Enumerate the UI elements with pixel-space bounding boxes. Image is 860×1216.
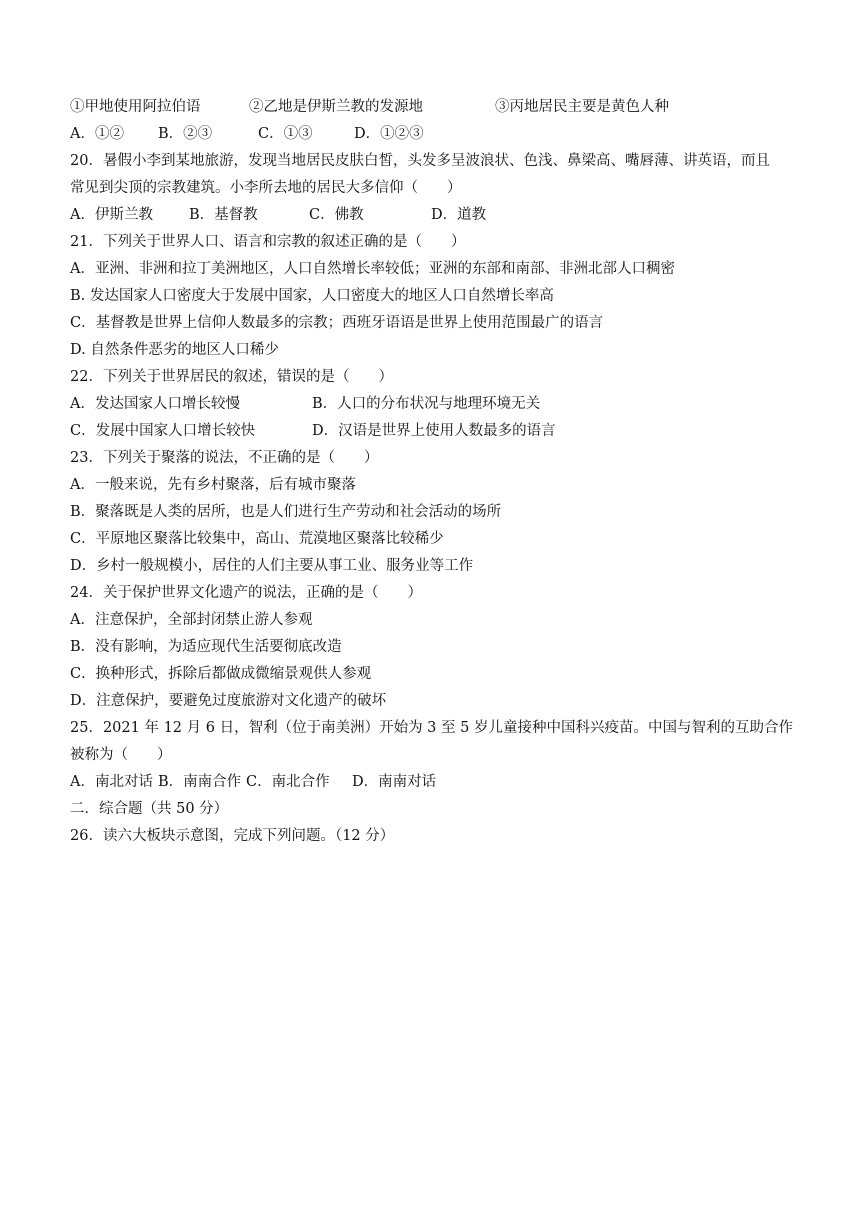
q23-option-b: B．聚落既是人类的居所，也是人们进行生产劳动和社会活动的场所 <box>70 504 502 520</box>
q21-option-d: D. 自然条件恶劣的地区人口稀少 <box>70 342 279 358</box>
q19-option-d: D．①②③ <box>354 126 424 142</box>
q22-option-a: A．发达国家人口增长较慢 <box>70 396 240 412</box>
q25-option-b: B．南南合作 <box>158 774 242 790</box>
q24-option-d: D．注意保护，要避免过度旅游对文化遗产的破坏 <box>70 693 387 709</box>
q24-option-c: C．换种形式，拆除后都做成微缩景观供人参观 <box>70 666 372 682</box>
q21-option-c: C．基督教是世界上信仰人数最多的宗教；西班牙语语是世界上使用范围最广的语言 <box>70 315 604 331</box>
q23-option-d: D．乡村一般规模小，居住的人们主要从事工业、服务业等工作 <box>70 558 474 574</box>
q23-option-c: C．平原地区聚落比较集中，高山、荒漠地区聚落比较稀少 <box>70 531 444 547</box>
q20-option-a: A．伊斯兰教 <box>70 207 153 223</box>
q22-options-row1 <box>70 391 800 418</box>
q26-stem: 26．读六大板块示意图，完成下列问题。（12 分） <box>70 828 395 844</box>
q22-stem: 22．下列关于世界居民的叙述，错误的是（ ） <box>70 369 393 385</box>
q25-stem-line2: 被称为（ ） <box>70 747 172 763</box>
statement-1: ①甲地使用阿拉伯语 <box>70 99 201 115</box>
statement-2: ②乙地是伊斯兰教的发源地 <box>249 99 423 115</box>
q24-option-b: B．没有影响，为适应现代生活要彻底改造 <box>70 639 342 655</box>
q19-statements <box>70 94 800 121</box>
q22-option-c: C．发展中国家人口增长较快 <box>70 423 256 439</box>
exam-content <box>70 94 800 850</box>
q20-option-c: C．佛教 <box>309 207 364 223</box>
q20-option-b: B．基督教 <box>189 207 258 223</box>
q19-option-c: C．①③ <box>258 126 313 142</box>
q19-options <box>70 121 800 148</box>
q23-option-a: A．一般来说，先有乡村聚落，后有城市聚落 <box>70 477 356 493</box>
q25-options <box>70 769 800 796</box>
section-2-heading: 二．综合题（共 50 分） <box>70 801 229 817</box>
q21-stem: 21．下列关于世界人口、语言和宗教的叙述正确的是（ ） <box>70 234 466 250</box>
q25-option-c: C．南北合作 <box>246 774 330 790</box>
q22-option-d: D．汉语是世界上使用人数最多的语言 <box>312 423 556 439</box>
q25-option-d: D．南南对话 <box>352 774 437 790</box>
q25-option-a: A．南北对话 <box>70 774 153 790</box>
statement-3: ③丙地居民主要是黄色人种 <box>495 99 669 115</box>
q23-stem: 23．下列关于聚落的说法，不正确的是（ ） <box>70 450 379 466</box>
q22-option-b: B．人口的分布状况与地理环境无关 <box>312 396 541 412</box>
q19-option-a: A．①② <box>70 126 124 142</box>
q21-option-b: B. 发达国家人口密度大于发展中国家，人口密度大的地区人口自然增长率高 <box>70 288 554 304</box>
q20-stem-line2: 常见到尖顶的宗教建筑。小李所去地的居民大多信仰（ ） <box>70 180 462 196</box>
q21-option-a: A．亚洲、非洲和拉丁美洲地区，人口自然增长率较低；亚洲的东部和南部、非洲北部人口稠密 <box>70 261 675 277</box>
q22-options-row2 <box>70 418 800 445</box>
q20-option-d: D．道教 <box>431 207 487 223</box>
q25-stem-line1: 25．2021 年 12 月 6 日，智利（位于南美洲）开始为 3 至 5 岁儿童接种中国科兴疫苗。中国与智利的互助合作 <box>70 720 793 736</box>
q24-option-a: A．注意保护，全部封闭禁止游人参观 <box>70 612 313 628</box>
q20-stem-line1: 20．暑假小李到某地旅游，发现当地居民皮肤白皙，头发多呈波浪状、色浅、鼻梁高、嘴唇薄、讲英语，而且 <box>70 153 770 169</box>
q20-options <box>70 202 800 229</box>
q19-option-b: B．②③ <box>158 126 213 142</box>
q24-stem: 24．关于保护世界文化遗产的说法，正确的是（ ） <box>70 585 422 601</box>
